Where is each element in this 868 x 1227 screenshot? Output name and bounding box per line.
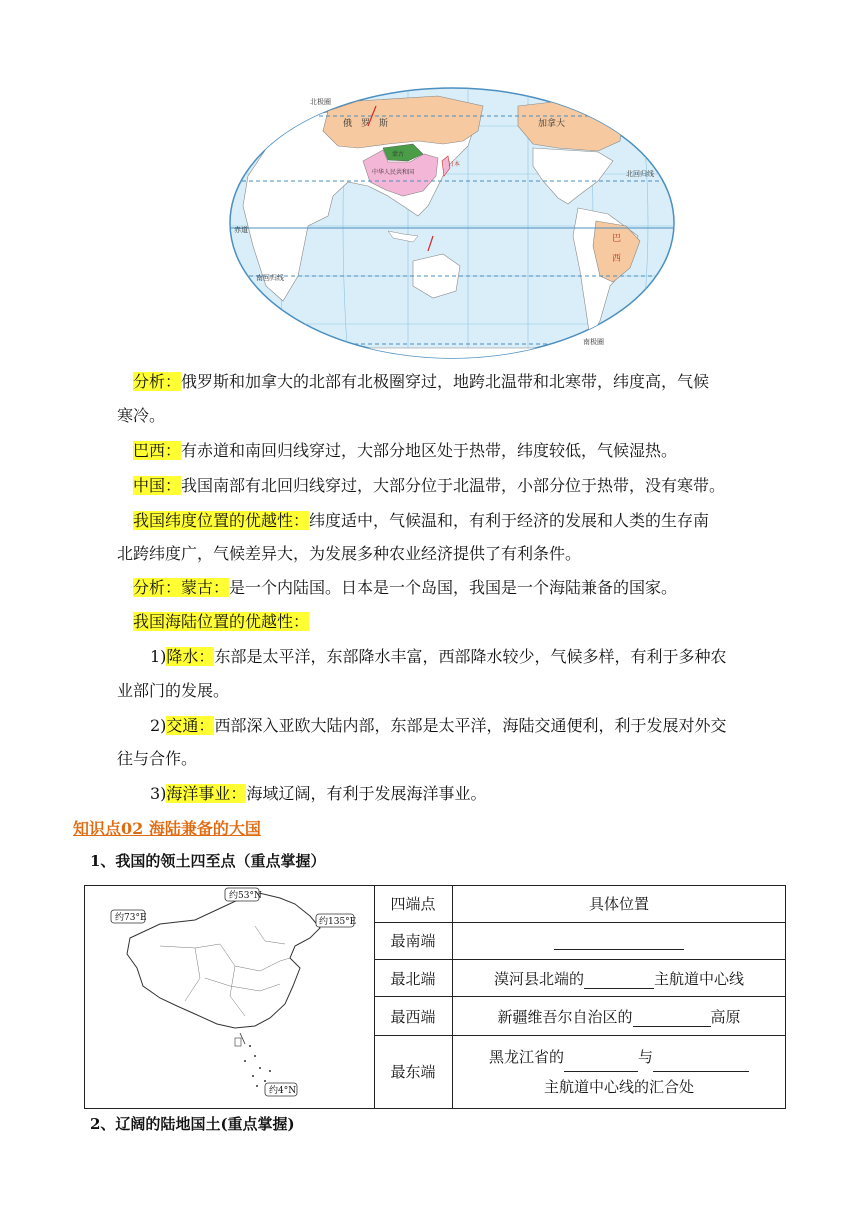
analysis-label: 分析： <box>133 372 182 391</box>
answer-blank[interactable] <box>554 933 684 950</box>
answer-blank[interactable] <box>653 1055 749 1072</box>
china-outline-map <box>85 886 375 1108</box>
latitude-advantage-continuation: 北跨纬度广，气候差异大，为发展多种农业经济提供了有利条件。 <box>117 544 582 563</box>
item-number: 1) <box>150 647 167 666</box>
answer-line-2: 主航道中心线的汇合处 <box>543 1077 694 1096</box>
china-analysis <box>133 475 725 497</box>
south-point-label: 约4°N <box>269 1086 297 1096</box>
item-number: 3) <box>150 784 167 803</box>
sea-land-advantage-label: 我国海陆位置的优越性： <box>133 612 310 631</box>
arctic-circle-label: 北极圈 <box>310 98 331 106</box>
precipitation-label: 降水： <box>166 647 215 666</box>
canada-region <box>518 98 623 151</box>
point-name: 最西端 <box>374 997 453 1035</box>
answer-cell <box>453 922 786 959</box>
table-row <box>374 922 785 959</box>
north-point-label: 约53°N <box>229 891 262 901</box>
answer-cell <box>453 960 786 997</box>
sea-land-advantage-heading <box>133 611 309 633</box>
precipitation-text: 东部是太平洋，东部降水丰富，西部降水较少，气候多样，有利于多种农 <box>214 647 727 666</box>
table-header-row <box>374 886 785 922</box>
mongolia-text: 是一个内陆国。日本是一个岛国，我国是一个海陆兼备的国家。 <box>229 578 678 597</box>
answer-middle: 与 <box>638 1047 654 1066</box>
canada-label: 加拿大 <box>538 119 566 129</box>
analysis-continuation: 寒冷。 <box>117 406 166 425</box>
precipitation-continuation: 业部门的发展。 <box>117 681 230 700</box>
mongolia-label: 蒙古 <box>392 151 405 158</box>
answer-prefix: 新疆维吾尔自治区的 <box>497 1007 633 1026</box>
west-point-label: 约73°E <box>115 913 147 923</box>
marine-text: 海域辽阔，有利于发展海洋事业。 <box>246 784 487 803</box>
transport-label: 交通： <box>166 716 215 735</box>
answer-cell <box>453 997 786 1035</box>
point-name: 最东端 <box>374 1035 453 1108</box>
brazil-label: 巴西： <box>133 441 182 460</box>
points-table <box>374 886 785 1108</box>
brazil-analysis <box>133 440 677 462</box>
marine-item <box>150 783 486 805</box>
header-point: 四端点 <box>374 886 453 922</box>
answer-cell <box>453 1035 786 1108</box>
analysis-russia-canada <box>133 371 709 393</box>
answer-suffix: 主航道中心线 <box>654 969 745 988</box>
transport-item <box>150 715 726 737</box>
header-location: 具体位置 <box>453 886 786 922</box>
latitude-advantage <box>133 510 709 532</box>
mongolia-analysis <box>133 577 677 599</box>
russia-label: 俄 罗 斯 <box>343 119 389 129</box>
tropic-capricorn-label: 南回归线 <box>256 274 284 282</box>
precipitation-item <box>150 646 726 668</box>
antarctic-circle-label: 南极圈 <box>583 338 604 346</box>
section-title: 知识点02 海陆兼备的大国 <box>73 819 261 838</box>
table-row <box>374 997 785 1035</box>
latitude-advantage-label: 我国纬度位置的优越性： <box>133 511 310 530</box>
point-name: 最北端 <box>374 960 453 997</box>
answer-prefix: 漠河县北端的 <box>493 969 584 988</box>
brazil-label-1: 巴 <box>612 234 622 244</box>
answer-prefix: 黑龙江省的 <box>488 1047 564 1066</box>
transport-continuation: 往与合作。 <box>117 749 198 768</box>
latitude-advantage-text: 纬度适中，气候温和，有利于经济的发展和人类的生存南 <box>309 511 710 530</box>
analysis-text: 俄罗斯和加拿大的北部有北极圈穿过，地跨北温带和北寒带，纬度高，气候 <box>181 372 710 391</box>
extreme-points-table <box>84 885 786 1109</box>
china-label: 中国： <box>133 476 182 495</box>
tropic-cancer-label: 北回归线 <box>626 170 654 178</box>
table-row <box>374 1035 785 1108</box>
answer-blank[interactable] <box>633 1010 711 1027</box>
brazil-label-2: 西 <box>612 254 622 264</box>
east-point-label: 约135°E <box>319 917 357 927</box>
table-row <box>374 960 785 997</box>
marine-label: 海洋事业： <box>166 784 247 803</box>
china-text: 我国南部有北回归线穿过，大部分位于北温带，小部分位于热带，没有寒带。 <box>181 476 726 495</box>
answer-blank[interactable] <box>584 972 654 989</box>
world-map <box>228 86 676 360</box>
japan-label: 日本 <box>448 161 461 168</box>
mongolia-label: 分析：蒙古： <box>133 578 230 597</box>
heading-land-territory: 2、辽阔的陆地国土(重点掌握) <box>90 1115 295 1133</box>
china-label: 中华人民共和国 <box>372 169 415 176</box>
heading-four-extreme-points: 1、我国的领土四至点（重点掌握） <box>90 852 326 870</box>
equator-label: 赤道 <box>234 226 248 234</box>
answer-blank[interactable] <box>564 1055 638 1072</box>
brazil-text: 有赤道和南回归线穿过，大部分地区处于热带，纬度较低，气候湿热。 <box>181 441 678 460</box>
answer-suffix: 高原 <box>710 1007 741 1026</box>
transport-text: 西部深入亚欧大陆内部，东部是太平洋，海陆交通便利，利于发展对外交 <box>214 716 727 735</box>
point-name: 最南端 <box>374 922 453 959</box>
item-number: 2) <box>150 716 167 735</box>
